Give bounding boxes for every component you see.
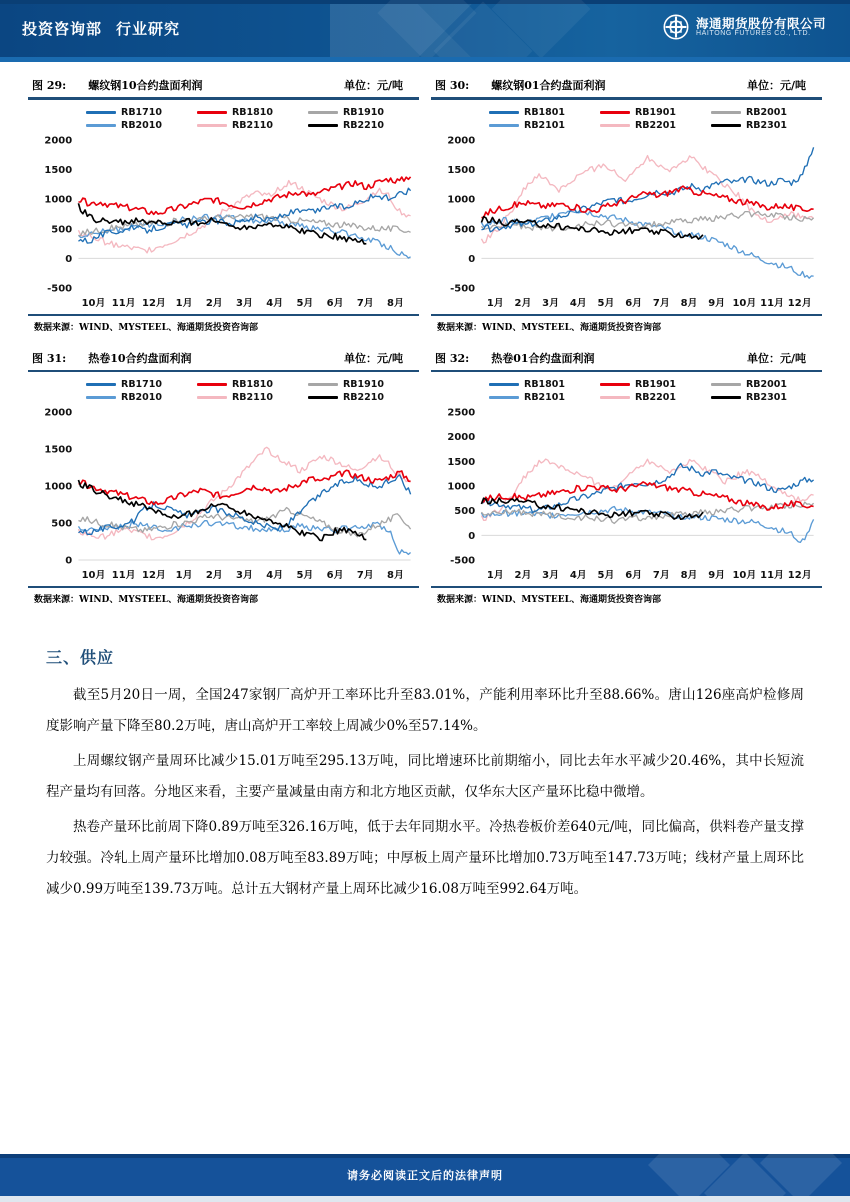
chart-row-bottom	[28, 347, 822, 608]
legend-label: RB1910	[342, 379, 384, 390]
chart-source-note: 数据来源：WIND、MYSTEEL、海通期货投资咨询部	[437, 322, 661, 333]
legend-swatch-icon	[600, 396, 630, 399]
legend-item	[711, 379, 822, 390]
legend-swatch-icon	[197, 396, 227, 399]
x-axis-tick-label: 1月	[486, 570, 504, 581]
x-axis-tick-label: 4月	[569, 297, 587, 309]
x-axis-tick-label: 7月	[652, 570, 670, 581]
y-axis-tick-label: 500	[51, 518, 73, 530]
haitong-emblem-icon	[663, 14, 689, 40]
legend-label: RB2001	[745, 379, 787, 390]
x-axis-tick-label: 9月	[708, 570, 726, 581]
x-axis-tick-label: 12月	[142, 297, 166, 309]
legend-label: RB2110	[231, 392, 273, 403]
x-axis-tick-label: 7月	[356, 570, 374, 581]
x-axis-tick-label: 8月	[680, 297, 698, 309]
legend-item	[711, 392, 822, 403]
series-line-rb2110	[78, 180, 410, 252]
x-axis-tick-label: 10月	[732, 297, 757, 309]
x-axis-tick-label: 3月	[542, 570, 560, 581]
x-axis-tick-label: 5月	[296, 297, 314, 309]
legend-label: RB1710	[121, 106, 162, 118]
chart-title-bar	[28, 74, 419, 97]
legend-label: RB1901	[634, 379, 676, 390]
x-axis-tick-label: 7月	[356, 297, 374, 309]
x-axis-tick-label: 4月	[569, 570, 587, 581]
figure-unit: 单位：元/吨	[746, 79, 806, 92]
page-title	[22, 18, 180, 39]
y-axis-tick-label: 1000	[447, 481, 476, 493]
legend-label: RB2010	[121, 119, 162, 131]
chart-source-note: 数据来源：WIND、MYSTEEL、海通期货投资咨询部	[34, 595, 258, 605]
legend-label: RB2101	[524, 119, 565, 131]
legend-swatch-icon	[86, 111, 116, 114]
legend-swatch-icon	[711, 124, 741, 127]
y-axis-tick-label: 500	[51, 224, 73, 235]
x-axis-tick-label: 4月	[266, 297, 284, 309]
legend-label: RB1710	[121, 379, 162, 390]
chart-title-bar	[28, 347, 419, 370]
legend-label: RB2110	[231, 119, 273, 131]
x-axis-tick-label: 11月	[760, 297, 785, 309]
legend-swatch-icon	[86, 124, 116, 127]
y-axis-tick-label: 1000	[447, 194, 476, 206]
legend-swatch-icon	[86, 383, 116, 386]
series-line-rb1810	[78, 470, 410, 504]
legend-item	[600, 120, 711, 131]
charts-section	[0, 62, 850, 607]
department-label: 投资咨询部	[22, 20, 103, 38]
legend-item	[197, 379, 308, 390]
legend-item	[489, 120, 600, 131]
legend-label: RB1801	[524, 379, 565, 390]
x-axis-tick-label: 11月	[111, 297, 136, 309]
footer-bottom-rule	[0, 1196, 850, 1202]
legend-swatch-icon	[600, 124, 630, 127]
x-axis-tick-label: 2月	[205, 297, 223, 309]
figure-title: 热卷10合约盘面利润	[88, 351, 192, 365]
y-axis-tick-label: 2000	[44, 135, 73, 146]
company-name-en: HAITONG FUTURES CO., LTD.	[695, 29, 811, 37]
company-logo	[663, 14, 826, 40]
x-axis-tick-label: 12月	[787, 570, 812, 581]
chart-canvas	[431, 406, 822, 586]
x-axis-tick-label: 8月	[387, 297, 404, 309]
chart-plot-area	[28, 372, 419, 586]
section-heading-supply: 三、供应	[46, 648, 115, 667]
series-line-rb2010	[78, 521, 410, 555]
chart-legend	[431, 102, 822, 134]
y-axis-tick-label: 2000	[44, 407, 73, 419]
legend-label: RB2010	[121, 392, 162, 403]
paragraph-blast-furnace: 截至5月20日一周，全国247家钢厂高炉开工率环比升至83.01%，产能利用率环比升至88.66%。唐山126座高炉检修周度影响产量下降至80.2万吨，唐山高炉开工率较上周减少0%至57.14%。	[46, 687, 804, 734]
legend-swatch-icon	[489, 396, 519, 399]
x-axis-tick-label: 3月	[236, 570, 253, 581]
figure-title: 螺纹钢10合约盘面利润	[88, 79, 203, 92]
legend-swatch-icon	[308, 111, 338, 114]
legend-label: RB1910	[342, 106, 384, 118]
x-axis-tick-label: 9月	[708, 297, 726, 309]
x-axis-tick-label: 6月	[326, 297, 344, 309]
chart-panel-31	[28, 347, 419, 608]
y-axis-tick-label: 1500	[447, 164, 476, 176]
legend-item	[489, 392, 600, 403]
y-axis-tick-label: 1000	[44, 194, 73, 206]
chart-plot-area	[28, 100, 419, 314]
legend-item	[308, 120, 419, 131]
chart-legend	[28, 374, 419, 406]
page-header	[0, 0, 850, 62]
y-axis-tick-label: 500	[454, 506, 476, 518]
y-axis-tick-label: -500	[450, 283, 476, 294]
footer-disclaimer: 请务必阅读正文后的法律声明	[347, 1169, 503, 1182]
x-axis-tick-label: 11月	[760, 570, 785, 581]
legend-label: RB2210	[342, 392, 384, 403]
legend-swatch-icon	[711, 396, 741, 399]
y-axis-tick-label: 500	[454, 224, 476, 235]
legend-swatch-icon	[308, 396, 338, 399]
y-axis-tick-label: 2500	[447, 407, 476, 419]
header-bottom-rule	[0, 57, 850, 62]
legend-label: RB2201	[634, 119, 676, 131]
legend-swatch-icon	[600, 111, 630, 114]
chart-source-note: 数据来源：WIND、MYSTEEL、海通期货投资咨询部	[34, 322, 258, 333]
figure-title: 螺纹钢01合约盘面利润	[491, 79, 606, 92]
legend-swatch-icon	[197, 111, 227, 114]
chart-panel-32	[431, 347, 822, 608]
x-axis-tick-label: 12月	[787, 297, 812, 309]
figure-number: 图 31:	[32, 351, 67, 365]
legend-label: RB2301	[745, 119, 787, 131]
legend-swatch-icon	[489, 111, 519, 114]
legend-item	[86, 392, 197, 403]
figure-unit: 单位：元/吨	[746, 351, 806, 365]
series-line-rb1801	[481, 147, 813, 232]
chart-title-bar	[431, 347, 822, 370]
figure-number: 图 29:	[32, 79, 67, 92]
x-axis-tick-label: 8月	[680, 570, 698, 581]
chart-row-top	[28, 74, 822, 335]
legend-item	[86, 107, 197, 118]
chart-legend	[28, 102, 419, 134]
figure-unit: 单位：元/吨	[343, 351, 403, 365]
legend-label: RB2210	[342, 119, 384, 131]
chart-canvas	[28, 134, 419, 314]
legend-item	[308, 107, 419, 118]
legend-item	[489, 379, 600, 390]
series-line-rb1901	[481, 186, 813, 218]
legend-label: RB1801	[524, 106, 565, 118]
page-footer	[0, 1154, 850, 1202]
y-axis-tick-label: 0	[65, 253, 73, 265]
legend-label: RB2201	[634, 392, 676, 403]
x-axis-tick-label: 1月	[175, 297, 193, 309]
y-axis-tick-label: 0	[65, 555, 73, 567]
legend-label: RB2001	[745, 106, 787, 118]
legend-swatch-icon	[711, 111, 741, 114]
legend-item	[197, 107, 308, 118]
figure-number: 图 30:	[435, 79, 470, 92]
y-axis-tick-label: 2000	[447, 135, 476, 146]
legend-label: RB1810	[231, 379, 273, 390]
figure-number: 图 32:	[435, 351, 470, 365]
chart-title-bar	[431, 74, 822, 97]
y-axis-tick-label: -500	[450, 555, 476, 567]
legend-label: RB1810	[231, 106, 273, 118]
x-axis-tick-label: 6月	[326, 570, 344, 581]
chart-panel-29	[28, 74, 419, 335]
figure-unit: 单位：元/吨	[343, 79, 403, 92]
legend-item	[600, 392, 711, 403]
x-axis-tick-label: 2月	[514, 570, 532, 581]
x-axis-tick-label: 2月	[205, 570, 223, 581]
legend-item	[197, 120, 308, 131]
x-axis-tick-label: 10月	[732, 570, 757, 581]
x-axis-tick-label: 10月	[81, 297, 106, 309]
x-axis-tick-label: 1月	[486, 297, 504, 309]
legend-swatch-icon	[711, 383, 741, 386]
series-line-rb2210	[78, 480, 366, 541]
y-axis-tick-label: 1000	[44, 481, 73, 493]
paragraph-hotroll-output: 热卷产量环比前周下降0.89万吨至326.16万吨，低于去年同期水平。冷热卷板价差640元/吨，同比偏高，供料卷产量支撑力较强。冷轧上周产量环比增加0.08万吨至83.89万吨；中厚板上周产量环比增加0.73万吨至147.73万吨；线材产量上周环比减少0.99万吨至139.73万吨。总计五大钢材产量上周环比减少16.08万吨至992.64万吨。	[46, 819, 804, 897]
legend-swatch-icon	[86, 396, 116, 399]
legend-swatch-icon	[489, 383, 519, 386]
legend-swatch-icon	[489, 124, 519, 127]
legend-item	[308, 379, 419, 390]
x-axis-tick-label: 6月	[625, 297, 643, 309]
paragraph-rebar-output: 上周螺纹钢产量周环比减少15.01万吨至295.13万吨，同比增速环比前期缩小，同比去年水平减少20.46%，其中长短流程产量均有回落。分地区来看，主要产量减量由南方和北方地区贡献，仅华东大区产量环比稳中微增。	[46, 753, 804, 800]
chart-legend	[431, 374, 822, 406]
legend-item	[197, 392, 308, 403]
legend-item	[86, 379, 197, 390]
legend-item	[86, 120, 197, 131]
y-axis-tick-label: 1500	[44, 164, 73, 176]
y-axis-tick-label: 2000	[447, 432, 476, 444]
legend-swatch-icon	[197, 383, 227, 386]
legend-swatch-icon	[308, 124, 338, 127]
y-axis-tick-label: 1500	[44, 444, 73, 456]
x-axis-tick-label: 5月	[597, 297, 615, 309]
legend-swatch-icon	[600, 383, 630, 386]
x-axis-tick-label: 3月	[542, 297, 560, 309]
report-body	[0, 619, 850, 905]
x-axis-tick-label: 12月	[142, 570, 166, 581]
chart-canvas	[28, 406, 419, 586]
chart-canvas	[431, 134, 822, 314]
x-axis-tick-label: 8月	[387, 570, 404, 581]
chart-source-note: 数据来源：WIND、MYSTEEL、海通期货投资咨询部	[437, 595, 661, 605]
x-axis-tick-label: 4月	[266, 570, 284, 581]
x-axis-tick-label: 2月	[514, 297, 532, 309]
x-axis-tick-label: 10月	[81, 570, 106, 581]
y-axis-tick-label: 0	[468, 253, 476, 265]
legend-item	[600, 379, 711, 390]
legend-label: RB2301	[745, 392, 787, 403]
legend-label: RB1901	[634, 106, 676, 118]
legend-item	[711, 107, 822, 118]
chart-panel-30	[431, 74, 822, 335]
x-axis-tick-label: 1月	[175, 570, 193, 581]
company-name-cn: 海通期货股份有限公司	[695, 15, 826, 31]
y-axis-tick-label: 0	[468, 531, 476, 542]
y-axis-tick-label: -500	[47, 283, 73, 294]
legend-item	[600, 107, 711, 118]
x-axis-tick-label: 5月	[597, 570, 615, 581]
chart-plot-area	[431, 372, 822, 586]
legend-item	[711, 120, 822, 131]
x-axis-tick-label: 11月	[111, 570, 136, 581]
legend-label: RB2101	[524, 392, 565, 403]
chart-plot-area	[431, 100, 822, 314]
x-axis-tick-label: 7月	[652, 297, 670, 309]
series-line-rb1810	[78, 176, 410, 214]
x-axis-tick-label: 5月	[296, 570, 314, 581]
y-axis-tick-label: 1500	[447, 457, 476, 468]
legend-item	[308, 392, 419, 403]
figure-title: 热卷01合约盘面利润	[491, 351, 595, 365]
x-axis-tick-label: 3月	[236, 297, 253, 309]
x-axis-tick-label: 6月	[625, 570, 643, 581]
legend-item	[489, 107, 600, 118]
research-label: 行业研究	[116, 20, 181, 38]
legend-swatch-icon	[197, 124, 227, 127]
legend-swatch-icon	[308, 383, 338, 386]
